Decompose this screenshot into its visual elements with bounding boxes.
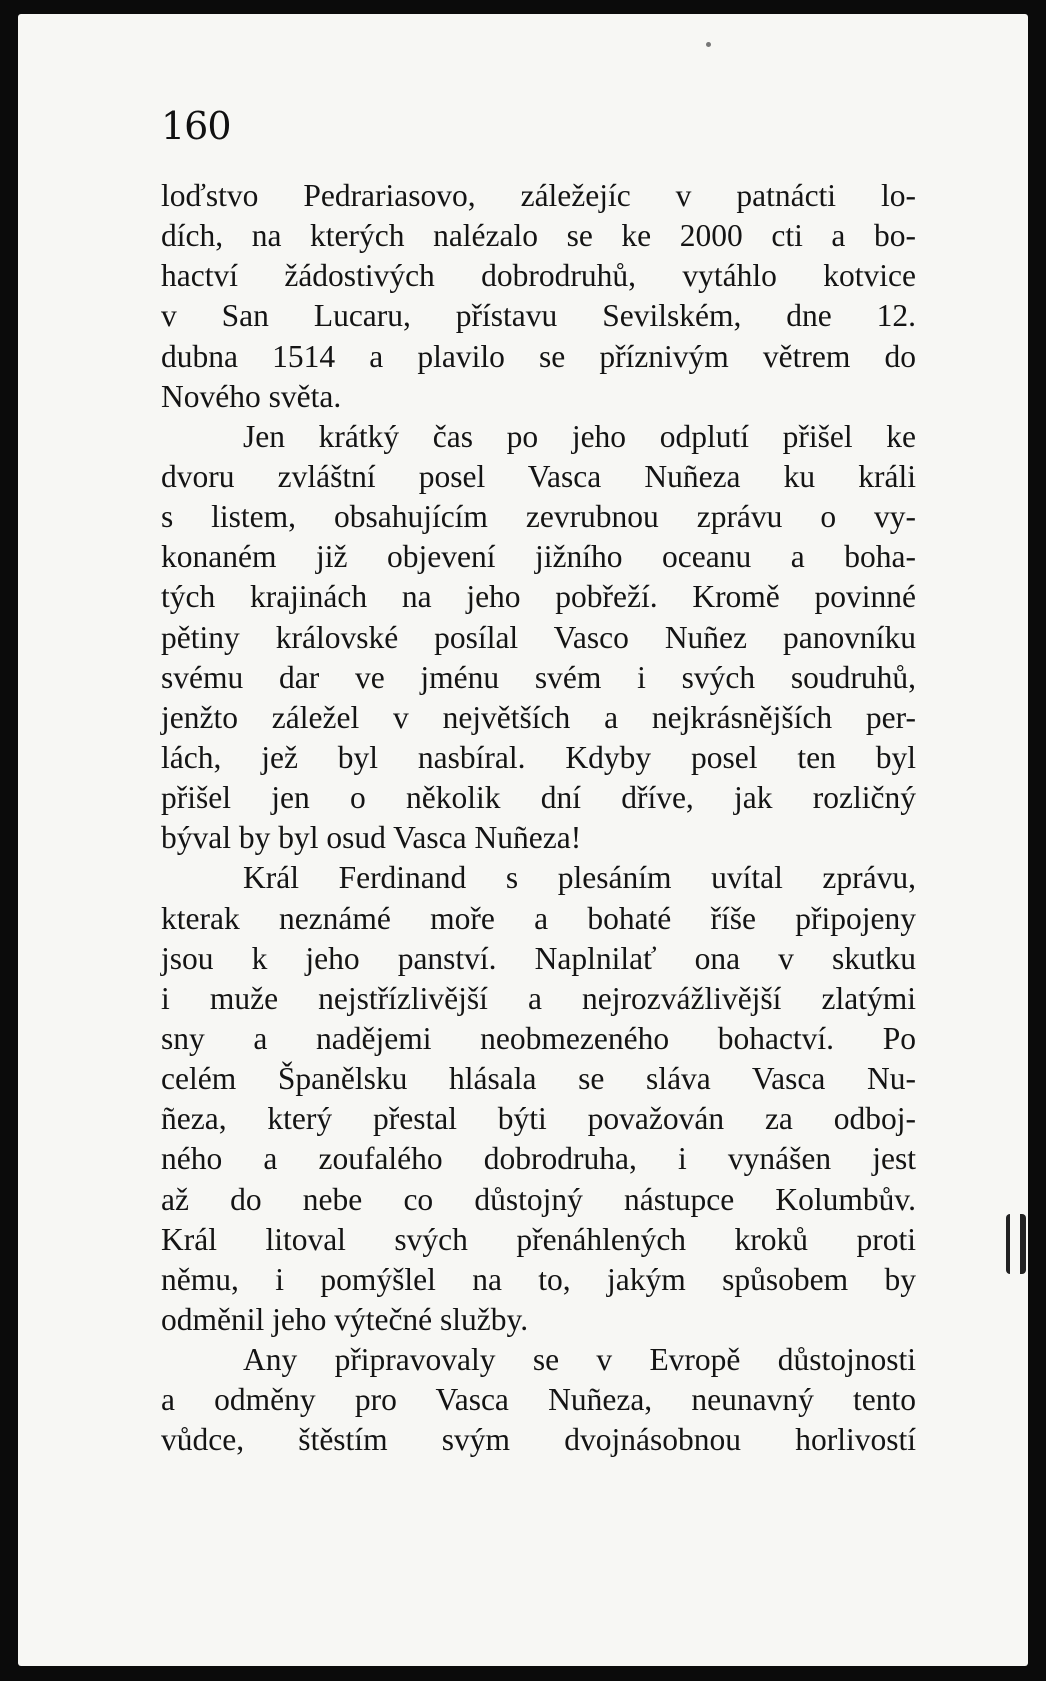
text-line: němu, i pomýšlel na to, jakým spůsobem by [161,1261,916,1297]
text-line: býval by byl osud Vasca Nuñeza! [161,820,582,856]
text-line: lách, jež byl nasbíral. Kdyby posel ten byl [161,739,916,775]
page-edge-mark [1006,1214,1026,1274]
text-line: přišel jen o několik dní dříve, jak rozličný [161,780,916,816]
text-line: odměnil jeho výtečné služby. [161,1301,529,1337]
book-page [18,14,1028,1666]
text-line: vůdce, štěstím svým dvojnásobnou horlivostí [161,1422,916,1458]
text-line: kterak neznámé moře a bohaté říše připojeny [161,900,916,936]
text-line: jenžto záležel v největších a nejkrásnějších per- [161,699,916,735]
text-line: a odměny pro Vasca Nuñeza, neunavný tento [161,1382,916,1418]
text-line: ñeza, který přestal býti považován za odboj- [161,1101,916,1137]
text-line: jsou k jeho panství. Naplnilať ona v skutku [161,940,916,976]
body-text [161,176,916,1461]
text-line: Jen krátký čas po jeho odplutí přišel ke [243,418,916,454]
text-line: dích, na kterých nalézalo se ke 2000 cti a bo- [161,218,916,254]
text-line: celém Španělsku hlásala se sláva Vasca Nu- [161,1061,916,1097]
text-line: sny a nadějemi neobmezeného bohactví. Po [161,1020,916,1056]
text-line: i muže nejstřízlivější a nejrozvážlivější zlatými [161,980,916,1016]
text-line: až do nebe co důstojný nástupce Kolumbův. [161,1181,916,1217]
text-line: Král litoval svých přenáhlených kroků proti [161,1221,916,1257]
text-line: s listem, obsahujícím zevrubnou zprávu o vy- [161,499,916,535]
text-line: loďstvo Pedrariasovo, záležejíc v patnácti lo- [161,178,916,213]
text-line: Král Ferdinand s plesáním uvítal zprávu, [243,860,916,896]
text-line: svému dar ve jménu svém i svých soudruhů, [161,659,916,695]
text-line: konaném již objevení jižního oceanu a boha- [161,539,916,575]
text-line: hactví žádostivých dobrodruhů, vytáhlo kotvice [161,258,916,294]
ink-speck [706,42,711,47]
text-line: pětiny královské posílal Vasco Nuñez panovníku [161,619,916,655]
text-line: v San Lucaru, přístavu Sevilském, dne 12. [161,298,916,334]
text-line: tých krajinách na jeho pobřeží. Kromě povinné [161,579,916,615]
page-number: 160 [161,104,231,148]
text-line: ného a zoufalého dobrodruha, i vynášen jest [161,1141,916,1177]
text-line: Nového světa. [161,378,342,414]
text-line: dubna 1514 a plavilo se příznivým větrem do [161,338,916,374]
text-line: dvoru zvláštní posel Vasca Nuñeza ku králi [161,458,916,494]
text-line: Any připravovaly se v Evropě důstojnosti [243,1342,916,1378]
